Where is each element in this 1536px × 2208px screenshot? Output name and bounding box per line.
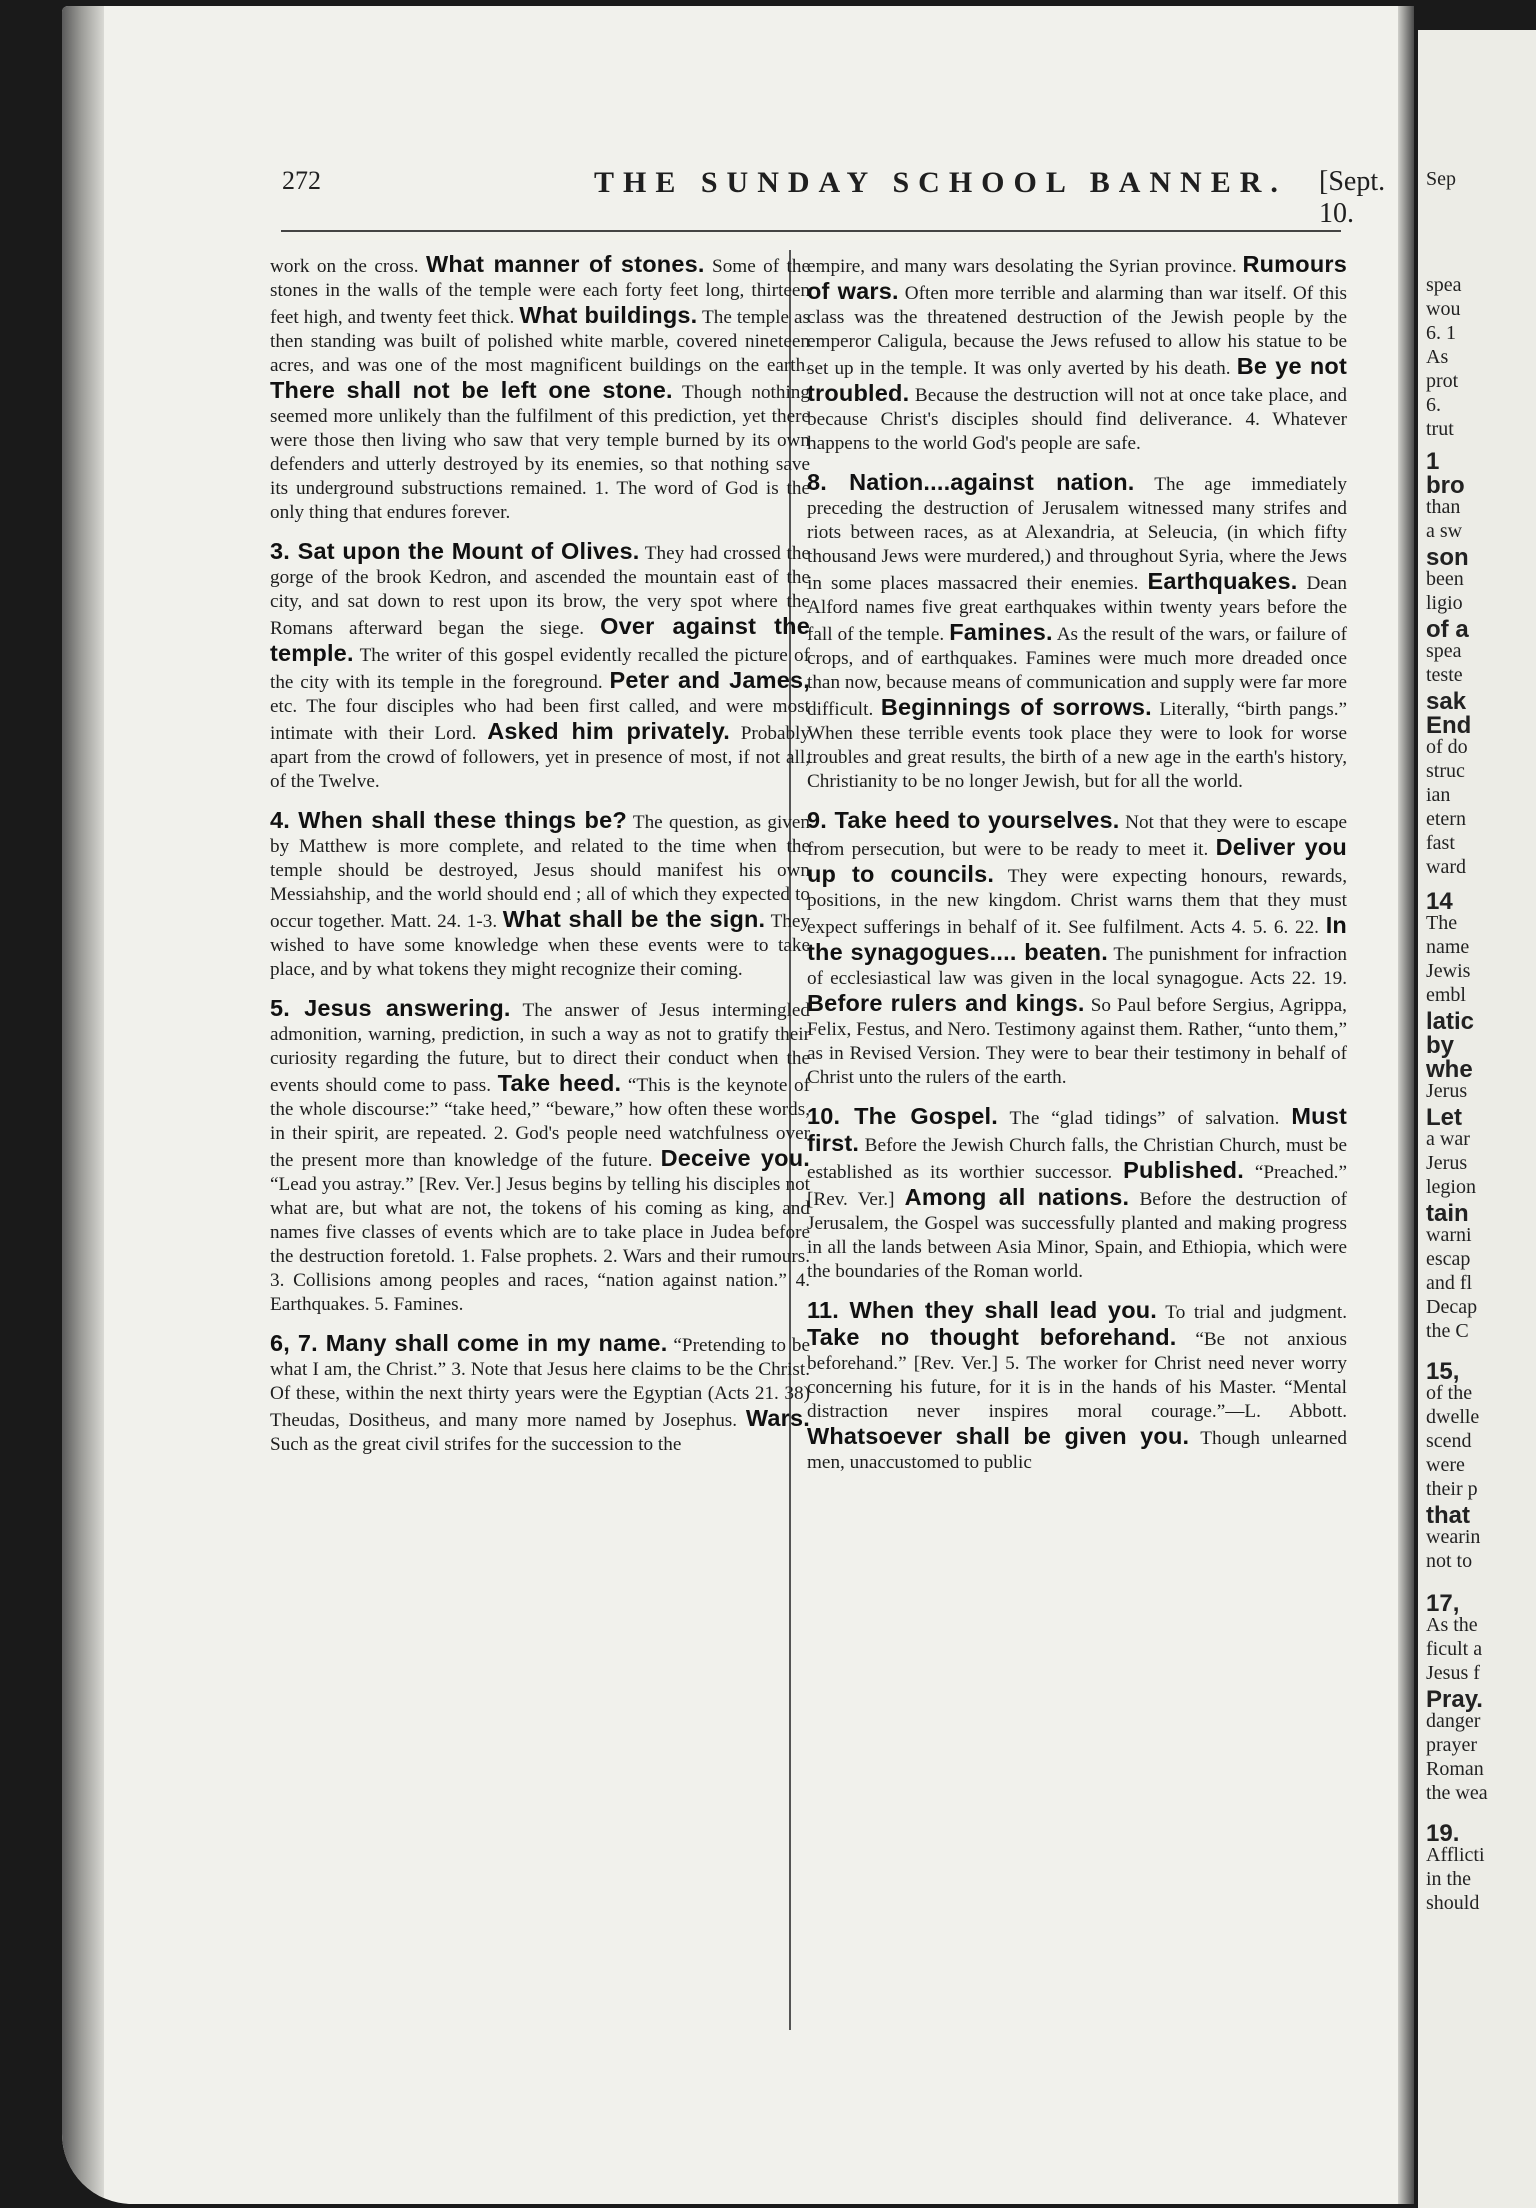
adjacent-page-text: teste	[1426, 664, 1463, 686]
page-gutter	[1398, 6, 1414, 2204]
book-spine	[62, 6, 104, 2204]
adjacent-page-text: and fl	[1426, 1272, 1473, 1294]
commentary-text: Such as the great civil strifes for the succession to the	[270, 1434, 682, 1455]
adjacent-page-text: tain	[1426, 1200, 1469, 1227]
lesson-heading: In the synagogues.... beaten.	[807, 912, 1347, 965]
adjacent-page-text: the wea	[1426, 1782, 1488, 1804]
commentary-text: So Paul before Sergius, Agrippa, Felix, Festus, and Nero. Testimony against them. Rather, “unto them,” as in Revised Version. They were to bear their testimony in behalf of Christ unto the rulers of the earth.	[807, 995, 1347, 1088]
adjacent-page-text: ficult a	[1426, 1638, 1483, 1660]
adjacent-page-text: danger	[1426, 1710, 1481, 1732]
lesson-heading: Peter and James,	[609, 667, 810, 693]
adjacent-page-text: son	[1426, 544, 1469, 571]
adjacent-page-text: Pray.	[1426, 1686, 1483, 1713]
commentary-text: Often more terrible and alarming than war itself. Of this class was the threatened destruction of the Jewish people by the emperor Caligula, because the Jews refused to allow his statue to be set up in the temple. It was only averted by his death.	[807, 283, 1347, 379]
left-column	[270, 252, 810, 1471]
lesson-heading: 5. Jesus answering.	[270, 995, 511, 1021]
adjacent-page-text: embl	[1426, 984, 1466, 1006]
adjacent-page-text: As	[1426, 346, 1449, 368]
adjacent-page-text: a war	[1426, 1128, 1470, 1150]
adjacent-page-text: prayer	[1426, 1734, 1478, 1756]
lesson-heading: Rumours of wars.	[807, 251, 1347, 304]
lesson-heading: 8. Nation....against nation.	[807, 469, 1135, 495]
lesson-heading: 6, 7. Many shall come in my name.	[270, 1330, 668, 1356]
adjacent-page-text: struc	[1426, 760, 1465, 782]
commentary-text: Literally, “birth pangs.” When these terrible events took place they were to look for worse troubles and great results, the birth of a new age in the earth's history, Christianity to be no longer Jewish, but for all the world.	[807, 699, 1348, 792]
commentary-text: Because the destruction will not at once take place, and because Christ's disciples should find deliverance. 4. Whatever happens to the world God's people are safe.	[807, 385, 1347, 454]
commentary-text: To trial and judgment.	[1157, 1302, 1347, 1323]
paragraph	[807, 808, 1347, 1090]
adjacent-page-text: scend	[1426, 1430, 1472, 1452]
adjacent-page-text: Sep	[1426, 168, 1456, 190]
adjacent-page-text: not to	[1426, 1550, 1473, 1572]
commentary-text: The age immediately preceding the destruction of Jerusalem witnessed many strifes and riots between races, as at Alexandria, at Seleucia, (in which fifty thousand Jews were murdered,) and throughout Syria, where the Jews in some places massacred their enemies.	[807, 474, 1347, 594]
adjacent-page-text: 1	[1426, 448, 1440, 475]
lesson-heading: What shall be the sign.	[502, 906, 766, 932]
adjacent-page-text: ian	[1426, 784, 1451, 806]
adjacent-page-text: Jesus f	[1426, 1662, 1480, 1684]
adjacent-page-text: name	[1426, 936, 1470, 958]
commentary-text: “Lead you astray.” [Rev. Ver.] Jesus begins by telling his disciples not what are, but what are not, the tokens of his coming as king, and names five classes of events which are to take place in Judea before the destruction foretold. 1. False prophets. 2. Wars and their rumours. 3. Collisions among peoples and races, “nation against nation.” 4. Earthquakes. 5. Famines.	[270, 1174, 810, 1315]
lesson-heading: 4. When shall these things be?	[270, 807, 627, 833]
lesson-heading: Earthquakes.	[1147, 568, 1298, 594]
commentary-text: Before the Jewish Church falls, the Christian Church, must be established as its worthier successor.	[807, 1135, 1347, 1183]
commentary-text: Before the destruction of Jerusalem, the Gospel was successfully planted and making progress in all the lands between Asia Minor, Spain, and Ethiopia, which were the boundaries of the Roman world.	[807, 1189, 1347, 1282]
adjacent-page-text: prot	[1426, 370, 1459, 392]
adjacent-page-text: of the	[1426, 1382, 1473, 1404]
lesson-heading: Must first.	[807, 1103, 1347, 1156]
lesson-heading: 10. The Gospel.	[807, 1103, 998, 1129]
adjacent-page-text: that	[1426, 1502, 1470, 1529]
paragraph	[270, 1331, 810, 1457]
adjacent-page-text: spea	[1426, 640, 1462, 662]
adjacent-page-text: Jerus	[1426, 1080, 1468, 1102]
adjacent-page-text: trut	[1426, 418, 1454, 440]
adjacent-page-text: ligio	[1426, 592, 1463, 614]
commentary-text: Though unlearned men, unaccustomed to public	[807, 1428, 1347, 1473]
adjacent-page-text: whe	[1426, 1056, 1473, 1083]
header-rule	[281, 230, 1341, 232]
adjacent-page-text: fast	[1426, 832, 1455, 854]
lesson-heading: Famines.	[949, 619, 1053, 645]
commentary-text: The answer of Jesus intermingled admonition, warning, prediction, in such a way as not to gratify their curiosity regarding the future, but to direct their conduct when the events should come to pass.	[270, 1000, 810, 1096]
page-header	[219, 166, 1386, 229]
lesson-heading: Take no thought beforehand.	[807, 1324, 1177, 1350]
commentary-text: empire, and many wars desolating the Syrian province.	[807, 256, 1243, 277]
adjacent-page-text: of do	[1426, 736, 1468, 758]
running-title: THE SUNDAY SCHOOL BANNER.	[594, 166, 1287, 199]
lesson-heading: Asked him privately.	[487, 718, 730, 744]
lesson-heading: Before rulers and kings.	[807, 990, 1085, 1016]
lesson-heading: 11. When they shall lead you.	[807, 1297, 1158, 1323]
adjacent-page-text: Afflicti	[1426, 1844, 1485, 1866]
adjacent-page-text: 19.	[1426, 1820, 1460, 1847]
adjacent-page-text: The	[1426, 912, 1458, 934]
paragraph	[270, 996, 810, 1317]
adjacent-page	[1418, 30, 1536, 2208]
adjacent-page-text: ward	[1426, 856, 1466, 878]
lesson-heading: Be ye not troubled.	[807, 353, 1347, 406]
running-date: [Sept. 10.	[1319, 166, 1386, 229]
adjacent-page-text: latic	[1426, 1008, 1475, 1035]
commentary-text: The punishment for infraction of ecclesiastical law was given in the local synagogue. Acts 22. 19.	[807, 944, 1347, 989]
lesson-heading: What buildings.	[519, 302, 698, 328]
lesson-heading: Published.	[1123, 1157, 1244, 1183]
lesson-heading: Wars.	[745, 1405, 810, 1431]
commentary-text: work on the cross.	[270, 256, 426, 277]
adjacent-page-text: should	[1426, 1892, 1480, 1914]
commentary-text: “Pretending to be what I am, the Christ.” 3. Note that Jesus here claims to be the Christ. Of these, within the next thirty years were the Egyptian (Acts 21. 38) Theudas, Dositheus, and many more named by Josephus.	[270, 1335, 811, 1431]
adjacent-page-text: the C	[1426, 1320, 1469, 1342]
adjacent-page-text: sak	[1426, 688, 1467, 715]
lesson-heading: Deliver you up to councils.	[807, 834, 1347, 887]
adjacent-page-text: 6. 1	[1426, 322, 1456, 344]
adjacent-page-text: legion	[1426, 1176, 1476, 1198]
adjacent-page-text: dwelle	[1426, 1406, 1480, 1428]
commentary-text: They had crossed the gorge of the brook Kedron, and ascended the mountain east of the city, and sat down to rest upon its brow, the very spot where the Romans afterward began the siege.	[270, 543, 810, 639]
lesson-heading: 9. Take heed to yourselves.	[807, 807, 1120, 833]
adjacent-page-text: Jerus	[1426, 1152, 1468, 1174]
adjacent-page-text: wou	[1426, 298, 1461, 320]
adjacent-page-text: of a	[1426, 616, 1469, 643]
adjacent-page-text: in the	[1426, 1868, 1471, 1890]
lesson-heading: Take heed.	[497, 1070, 622, 1096]
commentary-text: Some of the stones in the walls of the temple were each forty feet long, thirteen feet high, and twenty feet thick.	[270, 256, 810, 328]
adjacent-page-text: their p	[1426, 1478, 1478, 1500]
adjacent-page-text: Jewis	[1426, 960, 1471, 982]
commentary-text: The “glad tidings” of salvation.	[997, 1108, 1292, 1129]
paragraph	[807, 1298, 1347, 1475]
adjacent-page-text: Decap	[1426, 1296, 1478, 1318]
paragraph	[807, 470, 1347, 794]
adjacent-page-text: spea	[1426, 274, 1462, 296]
adjacent-page-text: 15,	[1426, 1358, 1460, 1385]
adjacent-page-text: etern	[1426, 808, 1466, 830]
paragraph	[807, 252, 1347, 456]
commentary-text: Dean Alford names five great earthquakes within twenty years before the fall of the temple.	[807, 573, 1347, 645]
commentary-text: The question, as given by Matthew is more complete, and related to the time when the temple should be destroyed, Jesus should manifest his own Messiahship, and the world should end ; all of which they expected to occur together. Matt. 24. 1-3.	[270, 812, 810, 932]
adjacent-page-text: 6.	[1426, 394, 1441, 416]
lesson-heading: Deceive you.	[660, 1145, 810, 1171]
adjacent-page-text: Let	[1426, 1104, 1462, 1131]
adjacent-page-text: 17,	[1426, 1590, 1460, 1617]
adjacent-page-text: been	[1426, 568, 1464, 590]
paragraph	[270, 808, 810, 982]
lesson-heading: Among all nations.	[904, 1184, 1130, 1210]
paragraph	[807, 1104, 1347, 1284]
adjacent-page-text: 14	[1426, 888, 1453, 915]
commentary-text: “This is the keynote of the whole discourse:” “take heed,” “beware,” how often these words, in their spirit, are repeated. 2. God's people need watchfulness over the present more than knowledge of the future.	[270, 1075, 810, 1171]
adjacent-page-text: bro	[1426, 472, 1465, 499]
adjacent-page-text: Roman	[1426, 1758, 1484, 1780]
commentary-text: As the result of the wars, or failure of crops, and of earthquakes. Famines were much more dreaded once than now, because means of communication and supply were far more difficult.	[807, 624, 1347, 720]
adjacent-page-text: End	[1426, 712, 1472, 739]
commentary-text: The writer of this gospel evidently recalled the picture of the city with its temple in the foreground.	[270, 645, 810, 693]
adjacent-page-text: As the	[1426, 1614, 1478, 1636]
commentary-text: The temple as then standing was built of polished white marble, covered nineteen acres, and was one of the most magnificent buildings on the earth.	[270, 307, 810, 376]
adjacent-page-text: were	[1426, 1454, 1465, 1476]
lesson-heading: Beginnings of sorrows.	[880, 694, 1152, 720]
adjacent-page-text: than	[1426, 496, 1461, 518]
commentary-text: Not that they were to escape from persecution, but were to be ready to meet it.	[807, 812, 1347, 860]
adjacent-page-text: wearin	[1426, 1526, 1481, 1548]
lesson-heading: What manner of stones.	[425, 251, 705, 277]
adjacent-page-text: warni	[1426, 1224, 1472, 1246]
lesson-heading: There shall not be left one stone.	[270, 377, 673, 403]
commentary-text: They were expecting honours, rewards, positions, in the new kingdom. Christ warns them that they must expect sufferings in behalf of it. See fulfilment. Acts 4. 5. 6. 22.	[807, 866, 1348, 938]
commentary-text: Though nothing seemed more unlikely than the fulfilment of this prediction, yet there were those then living who saw that very temple burned by its own defenders and utterly destroyed by its enemies, so that nothing save its underground substructions remained. 1. The word of God is the only thing that endures forever.	[270, 382, 810, 523]
adjacent-page-text: by	[1426, 1032, 1455, 1059]
lesson-heading: Whatsoever shall be given you.	[807, 1423, 1190, 1449]
adjacent-page-text: escap	[1426, 1248, 1471, 1270]
page-number: 272	[282, 166, 321, 195]
commentary-text: They wished to have some knowledge when these events were to take place, and by what tokens they might recognize their coming.	[270, 911, 811, 980]
commentary-text: Probably apart from the crowd of followers, yet in presence of most, if not all, of the Twelve.	[270, 723, 810, 792]
commentary-text: “Preached.” [Rev. Ver.]	[807, 1162, 1347, 1210]
commentary-text: etc. The four disciples who had been first called, and were most intimate with their Lord.	[270, 696, 810, 744]
paragraph	[270, 539, 810, 794]
paragraph	[270, 252, 810, 525]
lesson-heading: 3. Sat upon the Mount of Olives.	[270, 538, 640, 564]
lesson-heading: Over against the temple.	[270, 613, 810, 666]
adjacent-page-text: a sw	[1426, 520, 1463, 542]
right-column	[807, 252, 1347, 1489]
commentary-text: “Be not anxious beforehand.” [Rev. Ver.] 5. The worker for Christ need never worry concerning his future, for it is in the hands of his Master. “Mental distraction never inspires moral courage.”—L. Abbott.	[807, 1329, 1347, 1422]
